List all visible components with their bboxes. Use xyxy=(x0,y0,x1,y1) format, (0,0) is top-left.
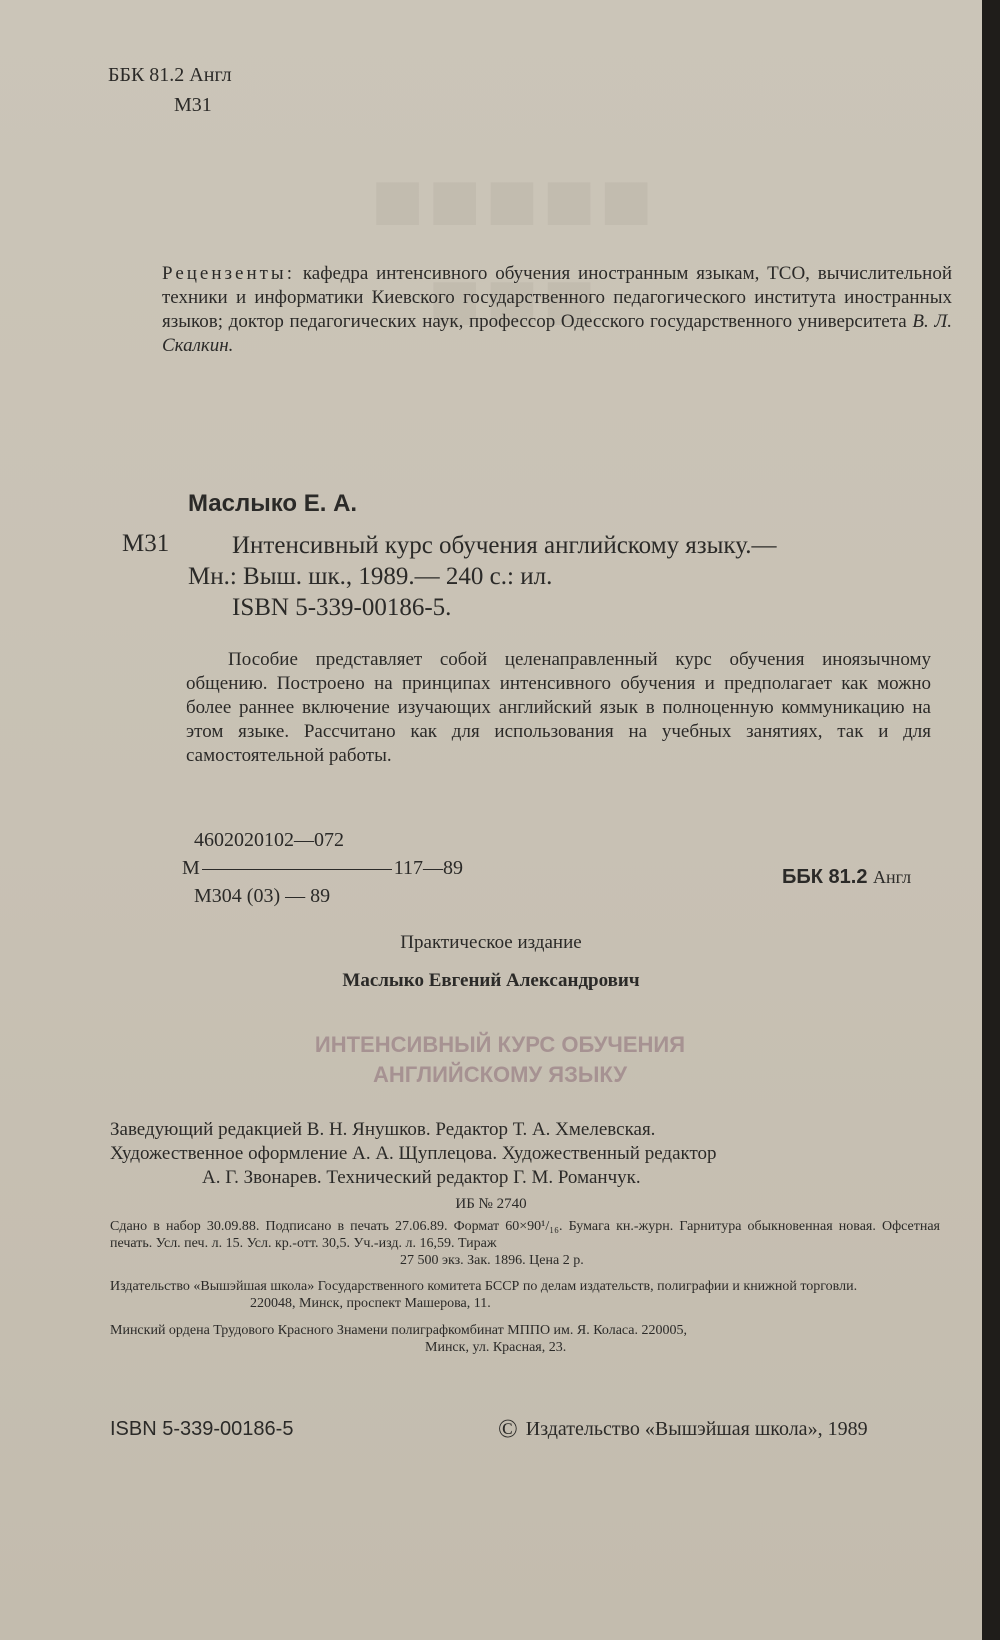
bibliographic-record xyxy=(188,530,928,623)
edition-type: Практическое издание xyxy=(400,932,582,953)
code-fraction-line xyxy=(182,854,463,882)
bbk-classification-mid xyxy=(782,866,911,889)
reviewers-block xyxy=(162,262,952,358)
code-denominator: М304 (03) — 89 xyxy=(194,885,331,907)
staff-line-1: Заведующий редакцией В. Н. Янушков. Редактор Т. А. Хмелевская. xyxy=(110,1119,656,1140)
code-suffix: 117—89 xyxy=(393,857,464,879)
catalog-codes xyxy=(182,826,463,910)
imprint-text: Сдано в набор 30.09.88. Подписано в печать 27.06.89. Формат 60×90¹/₁₆. Бумага кн.-журн. Гарнитура обыкновенная новая. Офсетная печать. Усл. печ. л. 15. Усл. кр.-отт. 30,5. Уч.-изд. л. 16,59. Тираж xyxy=(110,1219,940,1251)
printer-info xyxy=(110,1322,940,1356)
imprint-tail: 27 500 экз. Зак. 1896. Цена 2 р. xyxy=(400,1253,584,1268)
bbk-classification-top xyxy=(108,60,232,120)
annotation xyxy=(186,648,931,768)
staff-line-2: Художественное оформление А. А. Щуплецова. Художественный редактор xyxy=(110,1143,717,1164)
reviewers-label: Рецензенты: xyxy=(162,263,295,284)
bib-isbn: ISBN 5-339-00186-5. xyxy=(232,594,452,621)
title-line-2: АНГЛИЙСКОМУ ЯЗЫКУ xyxy=(372,1062,628,1087)
isbn-bottom: ISBN 5-339-00186-5 xyxy=(110,1418,294,1440)
reviewers-text: кафедра интенсивного обучения иностранным языкам, ТСО, вычислительной техники и информатики Киевского государственного педагогического института иностранных языков; доктор педагогических наук, профессор Одесского государственного университета xyxy=(162,263,952,332)
reviewer-name: В. Л. Скалкин. xyxy=(162,311,952,356)
bib-publication: Мн.: Выш. шк., 1989.— 240 с.: ил. xyxy=(188,563,553,590)
publisher-address: 220048, Минск, проспект Машерова, 11. xyxy=(250,1296,491,1311)
annotation-text: Пособие представляет собой целенаправленный курс обучения иноязычному общению. Построено на принципах интенсивного обучения и предполагает как можно более раннее включение изучающих английский язык в полноценную коммуникацию на этом языке. Рассчитано как для использования на учебных занятиях, так и для самостоятельной работы. xyxy=(186,649,931,766)
call-code: М31 xyxy=(122,530,170,557)
print-imprint xyxy=(110,1218,940,1269)
code-prefix: М xyxy=(182,857,200,879)
book-title-stamp xyxy=(0,1030,982,1090)
bbk-code: ББК 81.2 Англ xyxy=(108,64,232,86)
bbk-mid-code: ББК 81.2 xyxy=(782,866,868,888)
printer-text: Минский ордена Трудового Красного Знамени полиграфкомбинат МППО им. Я. Коласа. 220005, xyxy=(110,1323,688,1338)
printer-address: Минск, ул. Красная, 23. xyxy=(425,1340,567,1355)
bbk-mid-suffix: Англ xyxy=(873,867,912,887)
author-heading: Маслыко Е. А. xyxy=(188,490,358,517)
publisher-text: Издательство «Вышэйшая школа» Государственного комитета БССР по делам издательств, полиграфии и книжной торговли. xyxy=(110,1279,858,1294)
fraction-rule xyxy=(202,869,392,870)
staff-line-3: А. Г. Звонарев. Технический редактор Г. М. Романчук. xyxy=(202,1167,641,1188)
author-mark: М31 xyxy=(174,94,212,116)
copyright-icon: © xyxy=(498,1414,518,1443)
bib-title: Интенсивный курс обучения английскому языку.— xyxy=(232,532,777,559)
editorial-staff xyxy=(110,1118,940,1190)
copyright-text: Издательство «Вышэйшая школа», 1989 xyxy=(525,1418,868,1440)
copyright-line xyxy=(498,1414,868,1444)
page-edge xyxy=(982,0,1000,1640)
author-full-name: Маслыко Евгений Александрович xyxy=(342,970,640,991)
code-numerator: 4602020102—072 xyxy=(194,829,344,851)
bleed-through-text: ■■■■■ ■■■ xyxy=(367,150,653,349)
title-line-1: ИНТЕНСИВНЫЙ КУРС ОБУЧЕНИЯ xyxy=(314,1032,686,1057)
ib-number: ИБ № 2740 xyxy=(455,1196,527,1212)
publisher-info xyxy=(110,1278,940,1312)
